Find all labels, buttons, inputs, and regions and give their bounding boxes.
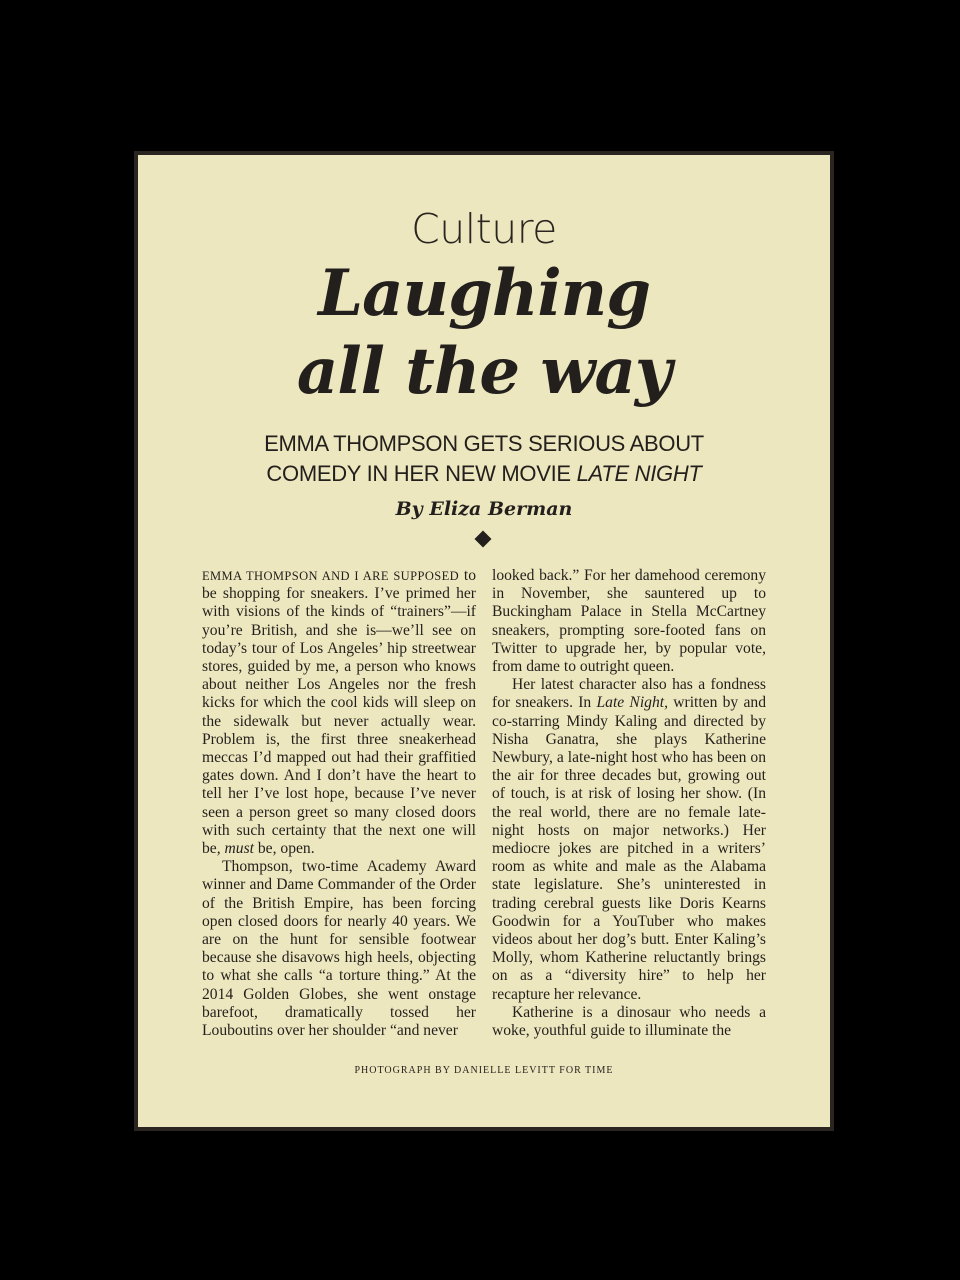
deck-line-1: EMMA THOMPSON GETS SERIOUS ABOUT (264, 431, 704, 456)
paragraph-1-text-b: be, open. (253, 840, 315, 858)
deck-line-2-prefix: COMEDY IN HER NEW MOVIE (266, 461, 577, 486)
paragraph-3 (492, 676, 766, 1004)
deck-line-2 (138, 459, 830, 489)
body-column-left (202, 567, 476, 1040)
photo-credit: PHOTOGRAPH BY DANIELLE LEVITT FOR TIME (354, 1065, 614, 1076)
headline-line-2: all the way (296, 334, 672, 409)
paragraph-2-text: Thompson, two-time Academy Award winner and Dame Commander of the Order of the British Empire, has been forcing open closed doors for nearly 40 years. We are on the hunt for sensible footwear because she disavows high heels, objecting to what she calls “a torture thing.” At the 2014 Golden Globes, she went onstage barefoot, dramatically tossed her Louboutins over her shoulder “and never (202, 858, 476, 1040)
section-label: Culture (411, 205, 557, 253)
lead-in: EMMA THOMPSON AND I ARE SUPPOSED (202, 569, 460, 583)
paragraph-3-text-a: Her latest character also has a fondness for sneakers. In (492, 676, 766, 712)
paragraph-1-emphasis: must (224, 840, 254, 858)
paragraph-2-continued: looked back.” For her damehood ceremony in November, she sauntered up to Buckingham Palace in Stella McCartney sneakers, prompting sore-footed fans on Twitter to upgrade her, by popular vote, from dame to outright queen. (492, 567, 766, 676)
paragraph-2 (202, 858, 476, 1040)
paragraph-1 (202, 567, 476, 858)
body-column-right (492, 567, 766, 1040)
diamond-ornament-icon (475, 531, 492, 548)
paragraph-1-text-a: to be shopping for sneakers. I’ve primed her with visions of the kinds of “trainers”—if you’re British, and she is—we’ll see on today’s tour of Los Angeles’ hip streetwear stores, guided by me, a person who knows about neither Los Angeles nor the fresh kicks for which the cool kids will sleep on the sidewalk but never actually wear. Problem is, the first three sneakerhead meccas I’d mapped out had their graffitied gates down. And I don’t have the heart to tell her I’ve lost hope, because I’ve never seen a person greet so many closed doors with such certainty that the next one will be, (202, 567, 476, 858)
paragraph-3-emphasis: Late Night, (596, 694, 668, 712)
paragraph-4 (492, 1004, 766, 1040)
deck (138, 429, 830, 489)
byline: By Eliza Berman (395, 498, 573, 520)
deck-movie-title: LATE NIGHT (576, 461, 702, 486)
paragraph-4-text: Katherine is a dinosaur who needs a woke, youthful guide to illuminate the (492, 1003, 766, 1040)
paragraph-3-text-b: written by and co-starring Mindy Kaling and directed by Nisha Ganatra, she plays Katherine Newbury, a late-night host who has been on the air for three decades but, growing out of touch, is at risk of losing her show. (In the real world, there are no female late-night hosts on major networks.) Her mediocre jokes are pitched in a writers’ room as white and male as the Alabama state legislature. She’s uninterested in trading cerebral guests like Doris Kearns Goodwin for a YouTuber who makes videos about her dog’s butt. Enter Kaling’s Molly, whom Katherine reluctantly brings on as a “diversity hire” to help her recapture her relevance. (492, 694, 766, 1003)
headline-line-1: Laughing (318, 256, 650, 331)
magazine-page (134, 151, 834, 1131)
headline (138, 255, 830, 411)
